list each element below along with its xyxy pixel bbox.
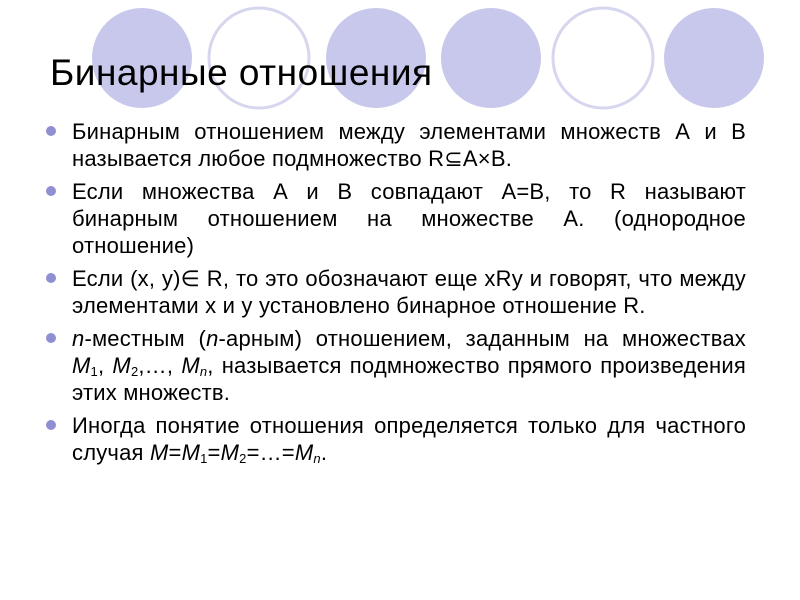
decor-circle-5 bbox=[553, 8, 653, 108]
bullet-item bbox=[46, 412, 746, 466]
decor-circle-4 bbox=[441, 8, 541, 108]
bullet-item bbox=[46, 118, 746, 172]
bullet-text: Иногда понятие отношения определяется только для частного случая $M=M_1=M_2=\dots=M_n$. bbox=[72, 413, 746, 466]
decor-circle-6 bbox=[664, 8, 764, 108]
bullet-dot-icon bbox=[46, 126, 56, 136]
bullet-dot-icon bbox=[46, 420, 56, 430]
bullet-list bbox=[46, 118, 746, 472]
slide-title: Бинарные отношения bbox=[50, 52, 433, 93]
bullet-item bbox=[46, 178, 746, 259]
bullet-text: Если (х, у)∈ R, то это обозначают еще хRу и говорят, что между элементами х и у установлено бинарное отношение R. bbox=[72, 266, 746, 318]
bullet-text: Бинарным отношением между элементами множеств А и В называется любое подмножество R⊆A×B. bbox=[72, 119, 746, 171]
bullet-text: Если множества А и В совпадают А=В, то R называют бинарным отношением на множестве А. (однородное отношение) bbox=[72, 179, 746, 258]
bullet-item bbox=[46, 265, 746, 319]
bullet-text: n-местным (n-арным) отношением, заданным на множествах $M_1$, $M_2,\dots$, $M_n$, называется подмножество прямого произведения этих множеств. bbox=[72, 326, 746, 405]
bullet-dot-icon bbox=[46, 273, 56, 283]
bullet-item bbox=[46, 325, 746, 406]
bullet-dot-icon bbox=[46, 333, 56, 343]
bullet-dot-icon bbox=[46, 186, 56, 196]
